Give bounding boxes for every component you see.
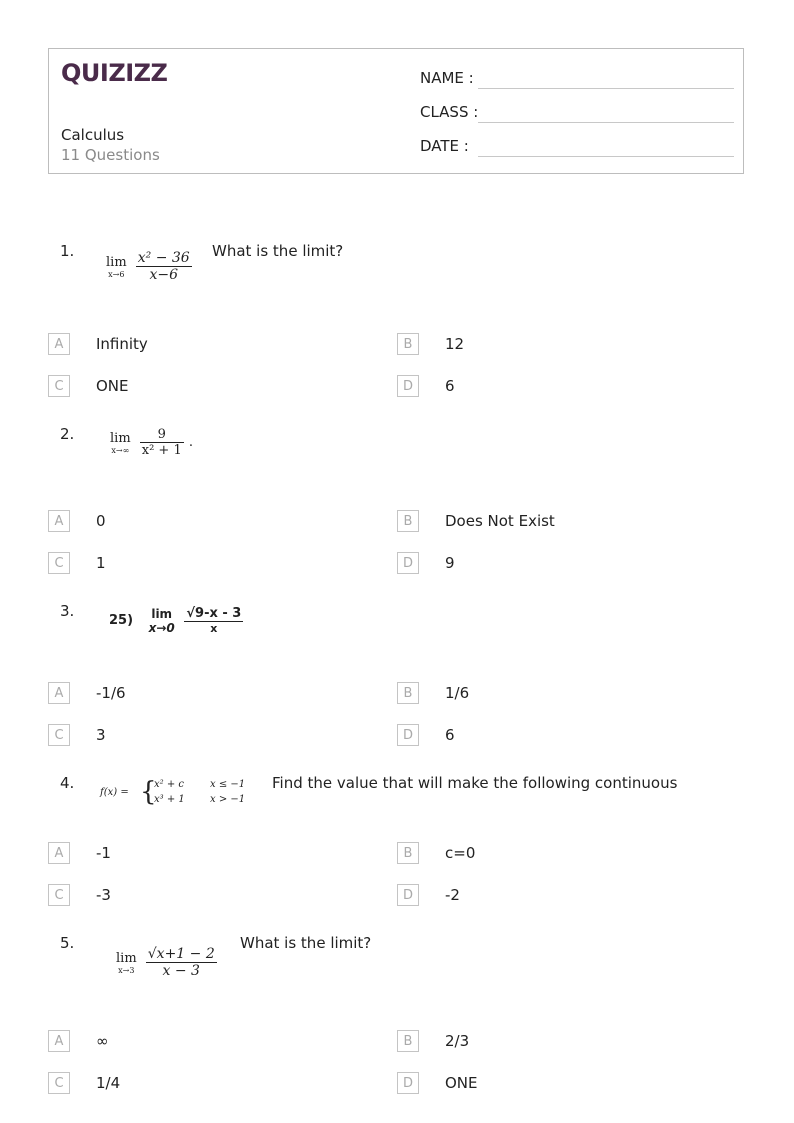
option-text: ONE xyxy=(445,1074,478,1092)
option-text: 3 xyxy=(96,726,106,744)
option-text: 2/3 xyxy=(445,1032,470,1050)
numerator: √x+1 − 2 xyxy=(147,946,215,962)
option-text: -1/6 xyxy=(96,684,126,702)
option-c[interactable] xyxy=(48,1072,348,1096)
lim-operator xyxy=(106,255,127,279)
option-letter: D xyxy=(397,375,419,397)
question-text: What is the limit? xyxy=(212,242,344,260)
option-text: -3 xyxy=(96,886,111,904)
option-letter: C xyxy=(48,884,70,906)
fraction xyxy=(146,946,217,979)
option-text: c=0 xyxy=(445,844,476,862)
option-letter: A xyxy=(48,333,70,355)
option-letter: A xyxy=(48,1030,70,1052)
option-letter: D xyxy=(397,884,419,906)
option-d[interactable] xyxy=(397,552,697,576)
question-number: 5. xyxy=(60,934,75,952)
lim-subscript: x→6 xyxy=(108,269,125,279)
option-letter: C xyxy=(48,1072,70,1094)
lim-word: lim xyxy=(151,606,173,621)
option-letter: D xyxy=(397,724,419,746)
option-text: 1/6 xyxy=(445,684,470,702)
question-count: 11 Questions xyxy=(61,146,160,164)
numerator: √9-x - 3 xyxy=(186,606,242,621)
option-text: 9 xyxy=(445,554,455,572)
trailing-period: . xyxy=(188,435,193,450)
option-letter: B xyxy=(397,682,419,704)
question-number: 1. xyxy=(60,242,75,260)
lim-operator xyxy=(116,951,137,975)
option-a[interactable] xyxy=(48,842,348,866)
question-text: Find the value that will make the following continuous xyxy=(272,774,678,792)
lim-word: lim xyxy=(116,950,137,966)
lim-operator xyxy=(110,431,131,455)
question-number: 3. xyxy=(60,602,75,620)
limit-expression xyxy=(110,427,193,458)
option-letter: C xyxy=(48,552,70,574)
piecewise-function xyxy=(100,777,260,811)
option-letter: A xyxy=(48,682,70,704)
left-brace: { xyxy=(140,777,157,807)
option-letter: C xyxy=(48,375,70,397)
option-text: 6 xyxy=(445,377,455,395)
denominator: x xyxy=(210,622,218,635)
option-letter: D xyxy=(397,1072,419,1094)
option-text: Infinity xyxy=(96,335,148,353)
limit-expression xyxy=(116,946,217,979)
option-text: -2 xyxy=(445,886,460,904)
fraction xyxy=(184,606,243,635)
option-c[interactable] xyxy=(48,552,348,576)
denominator: x − 3 xyxy=(162,963,200,979)
date-line xyxy=(478,156,734,157)
lim-subscript: x→∞ xyxy=(111,445,130,455)
subject-title: Calculus xyxy=(61,126,125,144)
option-letter: A xyxy=(48,842,70,864)
option-d[interactable] xyxy=(397,375,697,399)
option-letter: B xyxy=(397,510,419,532)
option-b[interactable] xyxy=(397,510,697,534)
option-c[interactable] xyxy=(48,884,348,908)
name-line xyxy=(478,88,734,89)
option-text: 1 xyxy=(96,554,106,572)
fraction xyxy=(136,250,192,283)
option-a[interactable] xyxy=(48,333,348,357)
function-lhs: f(x) = xyxy=(100,787,129,798)
option-b[interactable] xyxy=(397,842,697,866)
class-field xyxy=(420,103,734,127)
option-letter: B xyxy=(397,1030,419,1052)
denominator: x² + 1 xyxy=(141,443,182,458)
lim-word: lim xyxy=(106,254,127,270)
case-2-condition: x > −1 xyxy=(210,794,246,805)
quizizz-logo: QUIZIZZ xyxy=(61,59,168,87)
option-c[interactable] xyxy=(48,724,348,748)
problem-prefix: 25) xyxy=(109,613,134,628)
option-letter: A xyxy=(48,510,70,532)
class-line xyxy=(478,122,734,123)
option-a[interactable] xyxy=(48,1030,348,1054)
option-c[interactable] xyxy=(48,375,348,399)
limit-expression xyxy=(106,250,192,283)
option-d[interactable] xyxy=(397,1072,697,1096)
question-number: 2. xyxy=(60,425,75,443)
option-a[interactable] xyxy=(48,510,348,534)
option-text: -1 xyxy=(96,844,111,862)
question-text: What is the limit? xyxy=(240,934,372,952)
lim-word: lim xyxy=(110,430,131,446)
option-text: 12 xyxy=(445,335,465,353)
lim-subscript: x→0 xyxy=(148,620,175,635)
option-letter: D xyxy=(397,552,419,574)
lim-operator xyxy=(149,607,175,635)
option-text: Does Not Exist xyxy=(445,512,555,530)
date-field xyxy=(420,137,734,161)
option-letter: B xyxy=(397,842,419,864)
option-letter: C xyxy=(48,724,70,746)
worksheet-header xyxy=(48,48,744,174)
date-label: DATE : xyxy=(420,137,469,155)
denominator: x−6 xyxy=(149,267,178,283)
limit-expression xyxy=(109,606,243,635)
name-field xyxy=(420,69,734,93)
option-b[interactable] xyxy=(397,682,697,706)
case-1-condition: x ≤ −1 xyxy=(210,779,246,790)
question-number: 4. xyxy=(60,774,75,792)
numerator: x² − 36 xyxy=(137,250,190,266)
case-1-expression: x² + c xyxy=(154,779,184,790)
option-b[interactable] xyxy=(397,333,697,357)
class-label: CLASS : xyxy=(420,103,479,121)
option-text: 1/4 xyxy=(96,1074,121,1092)
option-b[interactable] xyxy=(397,1030,697,1054)
numerator: 9 xyxy=(140,427,184,443)
option-text: 6 xyxy=(445,726,455,744)
fraction xyxy=(140,427,184,458)
option-letter: B xyxy=(397,333,419,355)
case-2-expression: x³ + 1 xyxy=(154,794,185,805)
lim-subscript: x→3 xyxy=(118,965,135,975)
option-d[interactable] xyxy=(397,884,697,908)
name-label: NAME : xyxy=(420,69,474,87)
option-a[interactable] xyxy=(48,682,348,706)
option-text: ∞ xyxy=(96,1032,109,1050)
option-d[interactable] xyxy=(397,724,697,748)
option-text: 0 xyxy=(96,512,106,530)
option-text: ONE xyxy=(96,377,129,395)
